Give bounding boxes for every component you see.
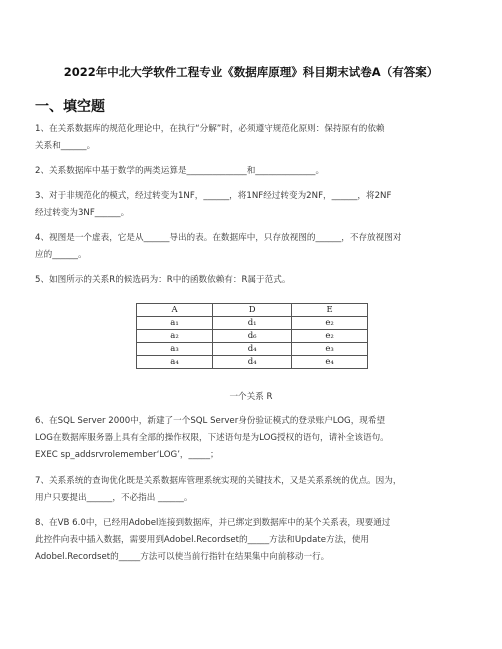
question-3 [35,188,475,222]
table-cell: e₄ [292,356,368,369]
table-cell: a₂ [137,330,213,343]
table-row [137,317,368,330]
table-cell: e₂ [292,330,368,343]
table-cell: d₁ [213,317,292,330]
question-text-line: 3、对于非规范化的模式，经过转变为1NF，______，将1NF经过转变为2NF，______，将2NF [35,191,392,201]
section-heading: 一、填空题 [35,99,105,115]
table-header-row [137,304,368,317]
question-text-line: 7、关系系统的查询优化既是关系数据库管理系统实现的关键技术，又是关系系统的优点。因为， [35,476,402,486]
table-cell: d₄ [213,343,292,356]
question-text-line: 2、关系数据库中基于数学的两类运算是______________和______________。 [35,166,325,176]
question-text-line: Adobel.Recordset的_____方法可以使当前行指针在结果集中向前移动一行。 [35,552,330,562]
question-5 [35,272,475,289]
table-row [137,343,368,356]
question-text-line: 关系和______。 [35,141,96,151]
table-row [137,356,368,369]
question-text-line: 经过转变为3NF______。 [35,208,130,218]
question-text-line: EXEC sp_addsrvrolemember‘LOG’，_____； [35,450,219,460]
question-text-line: 5、如图所示的关系R的候选码为：R中的函数依赖有：R属于范式。 [35,275,291,285]
column-header: D [213,304,292,317]
question-2 [35,163,475,180]
question-text-line: 1、在关系数据库的规范化理论中，在执行“分解”时，必须遵守规范化原则：保持原有的依赖 [35,124,385,134]
question-1 [35,121,475,155]
table-cell: e₂ [292,317,368,330]
table-cell: a₄ [137,356,213,369]
question-text-line: 应的______。 [35,250,87,260]
question-text-line: 此控件向表中插入数据，需要用到Adobel.Recordset的_____方法和Update方法，使用 [35,535,369,545]
table-row [137,330,368,343]
relation-r-table [136,303,368,369]
table-cell: d₆ [213,330,292,343]
page-title: 2022年中北大学软件工程专业《数据库原理》科目期末试卷A（有答案） [63,65,439,79]
question-6 [35,413,475,464]
question-text-line: LOG在数据库服务器上具有全部的操作权限，下述语句是为LOG授权的语句，请补全该语句。 [35,433,389,443]
table-cell: a₁ [137,317,213,330]
table-cell: d₄ [213,356,292,369]
question-text-line: 8、在VB 6.0中，已经用Adobel连接到数据库，并已绑定到数据库中的某个关系表，现要通过 [35,518,391,528]
question-8 [35,515,475,566]
column-header: E [292,304,368,317]
question-text-line: 6、在SQL Server 2000中，新建了一个SQL Server身份验证模式的登录账户LOG，现希望 [35,416,386,426]
table-cell: e₃ [292,343,368,356]
column-header: A [137,304,213,317]
table-cell: a₃ [137,343,213,356]
question-7 [35,473,475,507]
question-text-line: 用户只要提出______，不必指出 ______。 [35,493,193,503]
question-4 [35,230,475,264]
table-caption: 一个关系 R [229,392,273,402]
question-text-line: 4、视图是一个虚表，它是从______导出的表。在数据库中，只存放视图的______，不存放视图对 [35,233,402,243]
